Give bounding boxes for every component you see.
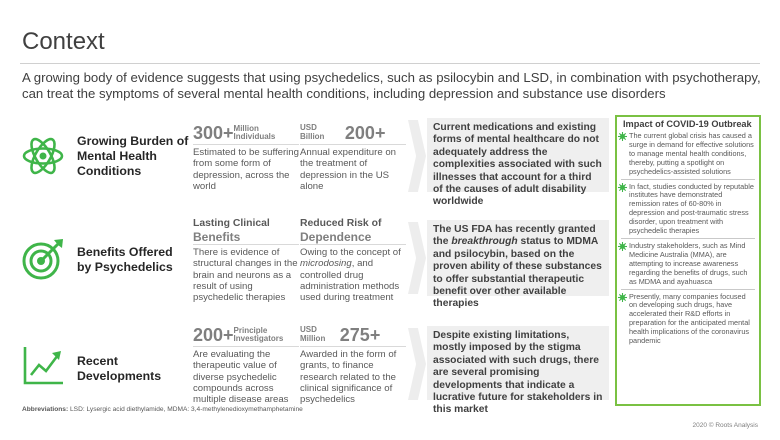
stat-depression-expenditure: USD Billion 200+ Annual expenditure on the treatment of depression in the US alone bbox=[300, 123, 406, 192]
callout-developments: Despite existing limitations, mostly imposed by the stigma associated with such drugs, there are several promising developments that indicate a lucrative future for stakeholders in this market bbox=[427, 326, 609, 400]
list-item: The current global crisis has caused a surge in demand for effective solutions to manage mental health conditions, thereby, putting a spotlight on psychedelics-assisted solutions bbox=[617, 132, 759, 177]
virus-icon bbox=[618, 242, 627, 251]
list-item: Industry stakeholders, such as Mind Medicine Australia (MMA), are attempting to increase awareness regarding the benefits of drugs, such as MDMA and ayahuasca bbox=[617, 242, 759, 287]
virus-icon bbox=[618, 132, 627, 141]
divider bbox=[621, 238, 755, 239]
chevron-arrow bbox=[408, 328, 426, 400]
callout-benefits: The US FDA has recently granted the breakthrough status to MDMA and psilocybin, based on the proven ability of these substances to offer substantial therapeutic benefit over other available therapies bbox=[427, 220, 609, 296]
chevron-arrow bbox=[408, 120, 426, 192]
intro-text: A growing body of evidence suggests that using psychedelics, such as psilocybin and LSD, in combination with psychotherapy, can treat the symptoms of several mental health conditions, including depression and substance use disorders bbox=[22, 70, 761, 101]
abbreviations-note: Abbreviations: LSD: Lysergic acid diethylamide, MDMA: 3,4-methylenedioxymethamphetamine bbox=[22, 406, 303, 413]
divider bbox=[621, 179, 755, 180]
stat-clinical-benefits: Lasting Clinical Benefits There is evidence of structural changes in the brain and neurons as a result of using psychedelic therapies bbox=[193, 218, 298, 304]
title-divider bbox=[20, 63, 760, 64]
list-item: Presently, many companies focused on developing such drugs, have accelerated their R&D efforts in preparation for the anticipated mental health implications of the coronavirus pandemic bbox=[617, 293, 759, 346]
target-icon bbox=[20, 236, 66, 282]
stat-depression-individuals: 300+Million Individuals Estimated to be suffering from some form of depression, across the world bbox=[193, 123, 299, 192]
row-title-burden: Growing Burden of Mental Health Conditions bbox=[77, 134, 189, 178]
page-title: Context bbox=[22, 28, 105, 55]
atom-icon bbox=[20, 133, 66, 179]
row-title-developments: Recent Developments bbox=[77, 354, 162, 383]
chevron-arrow bbox=[408, 222, 426, 294]
list-item: In fact, studies conducted by reputable institutes have demonstrated remission rates of 60-80% in depression and post-traumatic stress disorder, upon treatment with psychedelic therapies bbox=[617, 183, 759, 236]
stat-grants-awarded: USD Million 275+ Awarded in the form of grants, to finance research related to the clinical significance of psychedelics bbox=[300, 325, 406, 405]
stat-principal-investigators: 200+Principle Investigators Are evaluating the therapeutic value of diverse psychedelic compounds across multiple disease areas bbox=[193, 325, 299, 405]
stat-reduced-dependence: Reduced Risk of Dependence Owing to the concept of microdosing, and controlled drug administration methods used during treatment bbox=[300, 218, 406, 303]
virus-icon bbox=[618, 183, 627, 192]
covid-impact-panel bbox=[615, 115, 761, 406]
row-title-benefits: Benefits Offered by Psychedelics bbox=[77, 245, 173, 274]
covid-panel-title: Impact of COVID-19 Outbreak bbox=[623, 119, 752, 129]
growth-chart-icon bbox=[20, 343, 66, 389]
virus-icon bbox=[618, 293, 627, 302]
footer-copyright: 2020 © Roots Analysis bbox=[692, 422, 758, 429]
callout-burden: Current medications and existing forms of mental healthcare do not adequately address the complexities associated with such illnesses that account for a third of the causes of adult disability worldwide bbox=[427, 118, 609, 192]
divider bbox=[621, 289, 755, 290]
